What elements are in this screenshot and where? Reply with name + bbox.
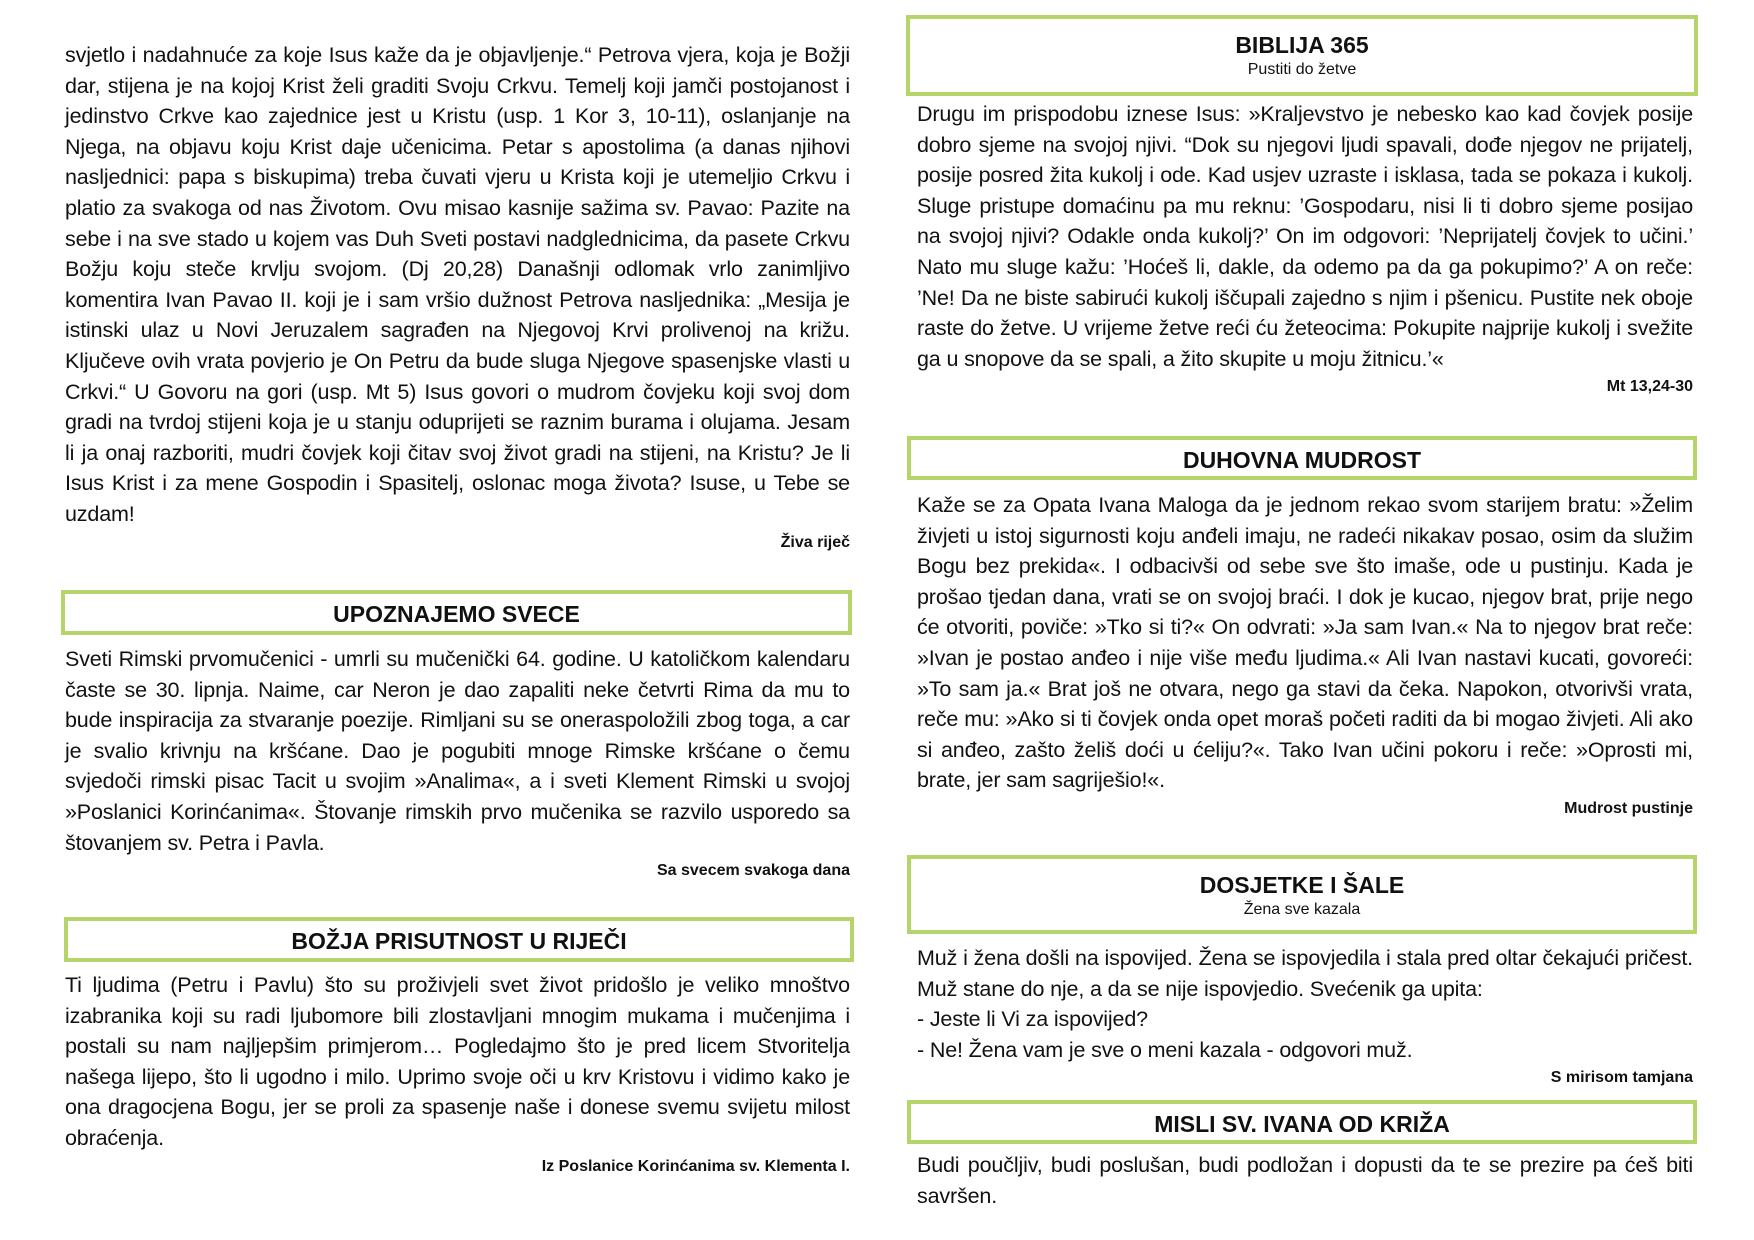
presence-section-header [64, 917, 854, 962]
wisdom-section-header [907, 436, 1697, 480]
bible-article [917, 99, 1693, 398]
left-column [65, 0, 850, 1240]
presence-source: Iz Poslanice Korinćanima sv. Klementa I. [541, 1157, 850, 1175]
bible-section-header [906, 15, 1698, 96]
jokes-line: Muž i žena došli na ispovijed. Žena se ispovjedila i stala pred oltar čekajući pričest. Muž stane do nje, a da se nije ispovjedio. Svećenik ga upita: [917, 946, 1693, 1001]
thoughts-article [917, 1150, 1693, 1211]
thoughts-section-header [907, 1100, 1697, 1144]
wisdom-text: Kaže se za Opata Ivana Maloga da je jednom rekao svom starijem bratu: »Želim živjeti u istoj sigurnosti koju anđeli imaju, ne radeći nikakav posao, osim da služim Bogu bez prekida«. I odbacivši od sebe sve što imaše, ode u pustinju. Kada je prošao tjedan dana, vrati se on svojoj braći. I dok je kucao, njegov brat, prije nego će otvoriti, poviče: »Tko si ti?« On odvrati: »Ja sam Ivan.« Na to njegov brat reče: »Ivan je postao anđeo i nije više među ljudima.« Ali Ivan nastavi kucati, govoreći: »To sam ja.« Brat još ne otvara, nego ga stavi da čeka. Napokon, otvorivši vrata, reče mu: »Ako si ti čovjek onda opet moraš početi raditi da bi mogao živjeti. Ali ako si anđeo, zašto želiš doći u ćeliju?«. Tako Ivan učini pokoru i reče: »Oprosti mi, brate, jer sam sagriješio!«. [917, 493, 1693, 793]
saints-text: Sveti Rimski prvomučenici - umrli su mučenički 64. godine. U katoličkom kalendaru časte se 30. lipnja. Naime, car Neron je dao zapaliti neke četvrti Rima da mu to bude inspiracija za stvaranje poezije. Rimljani su se oneraspoložili zbog toga, a car je svalio krivnju na kršćane. Dao je pogubiti mnoge Rimske kršćane o čemu svjedoči rimski pisac Tacit u svojim »Analima«, a i sveti Klement Rimski u svojoj »Poslanici Korinćanima«. Štovanje rimskih prvo mučenika se razvilo usporedo sa štovanjem sv. Petra i Pavla. [65, 647, 850, 855]
jokes-line: - Jeste li Vi za ispovijed? [917, 1007, 1148, 1032]
jokes-line: - Ne! Žena vam je sve o meni kazala - odgovori muž. [917, 1037, 1413, 1062]
bible-subtitle: Pustiti do žetve [1247, 61, 1357, 78]
jokes-section-header [907, 855, 1697, 934]
intro-article [65, 40, 850, 554]
jokes-source: S mirisom tamjana [1550, 1069, 1693, 1087]
wisdom-article [917, 490, 1693, 820]
thoughts-text: Budi poučljiv, budi poslušan, budi podložan i dopusti da te se prezire pa ćeš biti savršen. [917, 1153, 1693, 1208]
saints-article [65, 644, 850, 882]
wisdom-title: DUHOVNA MUDROST [1182, 447, 1422, 473]
presence-text: Ti ljudima (Petru i Pavlu) što su proživjeli svet život pridošlo je veliko mnoštvo izabranika koji su radi ljubomore bili zlostavljani mnogim mukama i mučenjima i postali su nam najljepšim primjerom… Pogledajmo što je pred licem Stvoritelja našega lijepo, što li ugodno i milo. Uprimo svoje oči u krv Kristovu i vidimo kako je ona dragocjena Bogu, jer se proli za spasenje naše i donese svemu svijetu milost obraćenja. [65, 973, 850, 1150]
jokes-subtitle: Žena sve kazala [1243, 901, 1361, 918]
right-column [917, 0, 1693, 1240]
intro-source: Živa riječ [780, 533, 850, 551]
bible-title: BIBLIJA 365 [1235, 32, 1369, 58]
jokes-article [917, 943, 1693, 1089]
thoughts-title: MISLI SV. IVANA OD KRIŽA [1154, 1111, 1450, 1137]
bible-text: Drugu im prispodobu iznese Isus: »Kraljevstvo je nebesko kao kad čovjek posije dobro sjeme na svojoj njivi. “Dok su njegovi ljudi spavali, dođe njegov ne prijatelj, posije posred žita kukolj i ode. Kad usjev uzraste i isklasa, tada se pokaza i kukolj. Sluge pristupe domaćinu pa mu reknu: ’Gospodaru, nisi li ti dobro sjeme posijao na svojoj njivi? Odakle onda kukolj?’ On im odgovori: ’Neprijatelj čovjek to učini.’ Nato mu sluge kažu: ’Hoćeš li, dakle, da odemo pa da ga pokupimo?’ A on reče: ’Ne! Da ne biste sabirući kukolj iščupali zajedno s njim i pšenicu. Pustite nek oboje raste do žetve. U vrijeme žetve reći ću žeteocima: Pokupite najprije kukolj i svežite ga u snopove da se spali, a žito skupite u moju žitnicu.’« [917, 102, 1693, 371]
saints-section-header [61, 590, 852, 635]
intro-text: svjetlo i nadahnuće za koje Isus kaže da je objavljenje.“ Petrova vjera, koja je Božji dar, stijena je na kojoj Krist želi graditi Svoju Crkvu. Temelj koji jamči postojanost i jedinstvo Crkve kao zajednice jest u Kristu (usp. 1 Kor 3, 10-11), oslanjanje na Njega, na objavu koju Krist daje učenicima. Petar s apostolima (a danas njihovi nasljednici: papa s biskupima) treba čuvati vjeru u Krista koji je utemeljio Crkvu i platio za svakoga od nas Životom. Ovu misao kasnije sažima sv. Pavao: Pazite na sebe i na sve stado u kojem vas Duh Sveti postavi nadglednicima, da pasete Crkvu Božju koju steče krvlju svojom. (Dj 20,28) Današnji odlomak vrlo zanimljivo komentira Ivan Pavao II. koji je i sam vršio dužnost Petrova nasljednika: „Mesija je istinski ulaz u Novi Jeruzalem sagrađen na Njegovoj Krvi prolivenoj na križu. Ključeve ovih vrata povjerio je On Petru da bude sluga Njegove spasenjske vlasti u Crkvi.“ U Govoru na gori (usp. Mt 5) Isus govori o mudrom čovjeku koji svoj dom gradi na tvrdoj stijeni koja je u stanju oduprijeti se raznim burama i olujama. Jesam li ja onaj razboriti, mudri čovjek koji čitav svoj život gradi na stijeni, na Kristu? Je li Isus Krist i za mene Gospodin i Spasitelj, oslonac moga života? Isuse, u Tebe se uzdam! [65, 43, 850, 526]
jokes-title: DOSJETKE I ŠALE [1199, 872, 1405, 898]
saints-source: Sa svecem svakoga dana [656, 862, 850, 880]
saints-title: UPOZNAJEMO SVECE [333, 601, 580, 627]
wisdom-source: Mudrost pustinje [1564, 799, 1693, 817]
presence-article [65, 970, 850, 1178]
presence-title: BOŽJA PRISUTNOST U RIJEČI [291, 928, 627, 954]
bible-source: Mt 13,24-30 [1606, 378, 1693, 396]
